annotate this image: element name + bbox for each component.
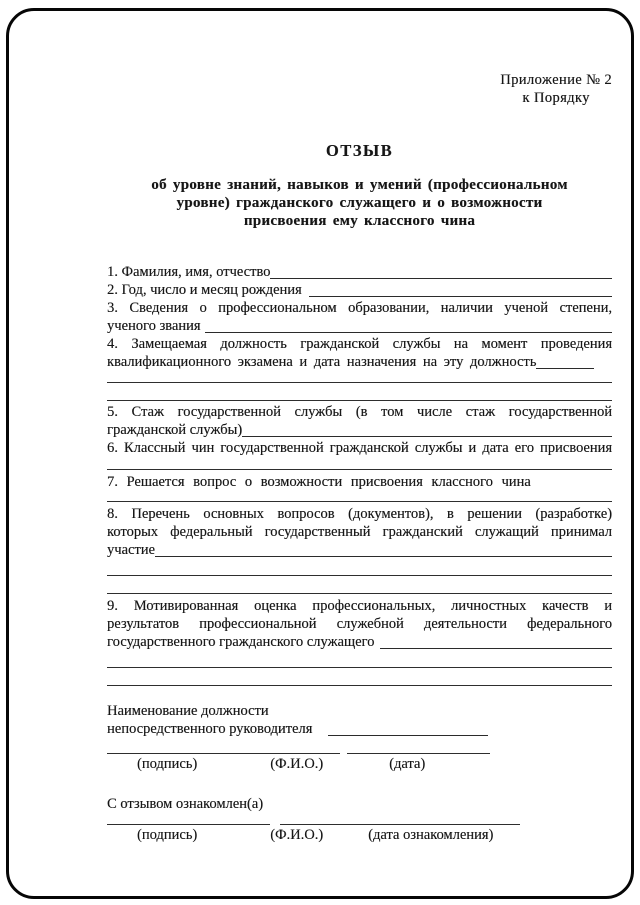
signature-line-segment xyxy=(107,824,270,825)
signature-block-1-line xyxy=(107,753,612,754)
subtitle-line-2: уровне) гражданского служащего и о возможности xyxy=(176,195,543,211)
appendix-number: Приложение № 2 xyxy=(500,72,612,88)
signature-block-2-captions xyxy=(107,826,612,844)
document-subtitle xyxy=(107,176,612,230)
field-assessment-blank xyxy=(380,648,612,649)
field-position-date-blank xyxy=(536,368,594,369)
field-documents-line-3 xyxy=(107,541,612,559)
supervisor-position-label-1: Наименование должности xyxy=(107,703,269,719)
field-documents-line-1: 8. Перечень основных вопросов (документов), в решении (разработке) xyxy=(107,506,612,522)
blank-line xyxy=(107,501,612,502)
form-content xyxy=(107,0,612,844)
field-assessment-line-2: результатов профессиональной служебной деятельности федерального xyxy=(107,616,612,632)
blank-line xyxy=(107,593,612,594)
blank-line xyxy=(107,575,612,576)
field-position-line-2 xyxy=(107,353,612,371)
field-civil-service-label: гражданской службы) xyxy=(107,422,243,438)
signature-caption: (подпись) xyxy=(137,756,198,772)
form-fields xyxy=(107,263,612,844)
subtitle-line-3: присвоения ему классного чина xyxy=(243,213,476,229)
signature-line-segment xyxy=(347,753,490,754)
signature-caption: (подпись) xyxy=(137,827,198,843)
signature-line-segment xyxy=(280,824,520,825)
field-documents-line-2: которых федеральный государственный гражданский служащий принимал xyxy=(107,524,612,540)
field-civil-service-blank xyxy=(242,436,612,437)
subtitle-line-1: об уровне знаний, навыков и умений (профессиональном xyxy=(151,177,568,193)
field-service-length-line-2 xyxy=(107,421,612,439)
acknowledgement-date-caption: (дата ознакомления) xyxy=(368,827,494,843)
field-birth-date-blank xyxy=(309,296,612,297)
supervisor-position-row xyxy=(107,720,612,738)
field-participation-label: участие xyxy=(107,542,155,558)
signature-block-2-line xyxy=(107,824,612,825)
supervisor-position-blank xyxy=(328,735,488,736)
field-full-name-blank xyxy=(270,278,612,279)
field-rank-question: 7. Решается вопрос о возможности присвоения классного чина xyxy=(107,474,531,490)
field-birth-date-label: 2. Год, число и месяц рождения xyxy=(107,282,302,298)
acknowledgement-label: С отзывом ознакомлен(а) xyxy=(107,796,264,812)
appendix-note xyxy=(107,71,612,107)
field-assessment-label: государственного гражданского служащего xyxy=(107,634,375,650)
field-birth-date xyxy=(107,281,612,299)
document-title: ОТЗЫВ xyxy=(325,141,394,160)
field-assessment-line-3 xyxy=(107,633,612,651)
blank-line xyxy=(107,400,612,401)
field-academic-title-blank xyxy=(205,332,612,333)
name-caption: (Ф.И.О.) xyxy=(270,756,324,772)
field-assessment-line-1: 9. Мотивированная оценка профессиональных, личностных качеств и xyxy=(107,598,612,614)
field-full-name-label: 1. Фамилия, имя, отчество xyxy=(107,264,271,280)
field-class-rank: 6. Классный чин государственной гражданской службы и дата его присвоения xyxy=(107,440,612,456)
name-caption: (Ф.И.О.) xyxy=(270,827,324,843)
field-full-name xyxy=(107,263,612,281)
signature-line-segment xyxy=(107,753,340,754)
field-position-line-1: 4. Замещаемая должность гражданской службы на момент проведения xyxy=(107,336,612,352)
date-caption: (дата) xyxy=(389,756,426,772)
field-position-date-label: квалификационного экзамена и дата назначения на эту должность xyxy=(107,354,537,370)
appendix-to-order: к Порядку xyxy=(522,90,590,106)
field-service-length-line-1: 5. Стаж государственной службы (в том числе стаж государственной xyxy=(107,404,612,420)
supervisor-position-label-2: непосредственного руководителя xyxy=(107,721,313,737)
blank-line xyxy=(107,382,612,383)
field-participation-blank xyxy=(155,556,612,557)
field-academic-title-label: ученого звания xyxy=(107,318,201,334)
blank-line xyxy=(107,469,612,470)
field-education-line-1: 3. Сведения о профессиональном образовании, наличии ученой степени, xyxy=(107,300,612,316)
blank-line xyxy=(107,685,612,686)
signature-block-1-captions xyxy=(107,755,612,773)
field-education-line-2 xyxy=(107,317,612,335)
blank-line xyxy=(107,667,612,668)
